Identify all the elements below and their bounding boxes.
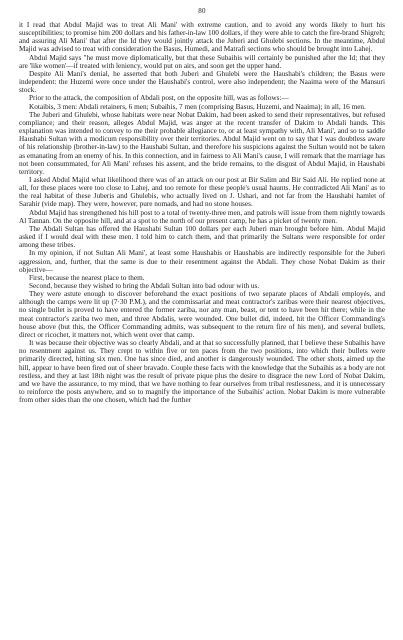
paragraph: It was because their objective was so clearly Abdali, and at that so successfully planned, that I believe these Subaihis have no resentment against us. They crept to within five or ten paces from the two positions, into which their bullets were primarily directed, hitting six men. One has since died, and another is dangerously wounded. The other shots, aimed up the hill, appear to have been fired out of sheer bravado. Couple these facts with the knowledge that the Subaihis as a body are not restless, and they at last 18th night was the result of private pique plus the desire to disgrace the new Lord of Nobat Dakim, and we have the assurance, to my mind, that we have nothing to fear ourselves from tribal restlessness, and it is unnecessary to reinforce the posts anywhere, and so to magnify the importance of the Subaihis' action. Nobat Dakim is more vulnerable from other sides than the one chosen, which had the further bbox=[19, 339, 385, 405]
paragraph: Abdul Majid has strengthened his hill post to a total of twenty-three men, and patrols will issue from them nightly towards Al Tannan. On the opposite hill, and at a spot to the north of our present camp, he has a picket of twenty men. bbox=[19, 208, 385, 225]
paragraph: Prior to the attack, the composition of Abdali post, on the opposite hill, was as follows:— bbox=[29, 94, 289, 103]
paragraph: In my opinion, if not Sultan Ali Mani', at least some Haushabis or Haushabis are indirectly responsible for the Juberi aggression, and, further, that the same is due to their resentment against the Abdali. They chose Nobat Dakim as their objective— bbox=[19, 249, 385, 274]
paragraph: First, because the nearest place to them. bbox=[29, 273, 145, 282]
paragraph: They were astute enough to discover beforehand the exact positions of two separate places of Abdali employés, and although the camps were lit up (7·30 P.M.), and the commissariat and meat contractor's zaribas were their nearest objectives, no single bullet is proved to have entered the former zariba, nor any man, beast, or tent to have been hit there; while in the meat contractor's zariba two men, and three Abdalis, were wounded. One bullet did, indeed, hit the Officer Commanding's house above (but this, the Officer Commanding admits, was subsequent to the return fire of his men), and several bullets, direct or ricochet, it matters not, which went over that camp. bbox=[19, 290, 385, 339]
paragraph: Despite Ali Mani's denial, he asserted that both Juberi and Ghulebi were the Haushabi's children; the Basus were independent: the Huzemi were once under the Haushabi's control, were also independent; the Naaima were of the Mansuri stock. bbox=[19, 69, 385, 95]
body-text bbox=[19, 21, 385, 404]
paragraph: The Abdali Sultan has offered the Haushabi Sultan 100 dollars per each Juberi man brought before him. Abdul Majid asked if I would deal with these men. I told him to catch them, and that primarily the Sultans were responsible for order among these tribes. bbox=[19, 224, 385, 250]
paragraph: Second, because they wished to bring the Abdali Sultan into bad odour with us. bbox=[29, 282, 260, 290]
page-number: 80 bbox=[198, 7, 206, 15]
paragraph: Abdul Majid says "he must move diplomatically, but that these Subaihis will certainly be punished after the Id; that they are 'like women'—if treated with leniency, would put on airs, and soon get the upper hand. bbox=[19, 53, 385, 70]
paragraph: The Juberi and Ghulebi, whose habitats were near Nobat Dakim, had been asked to send their representatives, but refused compliance; and their reason, alleges Abdul Majid, was anger at the recent transfer of Dakim to Abdali hands. This explanation was intended to convey to me their probable allegiance to, or at least sympathy with, Ali Mani', and so to saddle Haushabi Sultan with a modicum responsibility over their territories. Abdul Majid went on to say that I was doubtless aware of his relationship (brother-in-law) to the Haushabi Sultan, and therefore his suspicions against the Sultan would not be taken as emanating from an enemy of his. In this connection, and in fairness to Ali Mani's cause, I will remark that the marriage has not been consummated, for Ali Mani' refuses his assent, and the bride remains, to the disgust of Abdul Majid, in Haushabi territory. bbox=[19, 110, 385, 176]
paragraph: I asked Abdul Majid what likelihood there was of an attack on our post at Bir Salim and Bir Said Ali. He replied none at all, for these places were too close to Lahej, and too remote for these people's usual haunts. He contradicted Ali Mani' as to the real habitat of these Juberis and Ghulebis, who actually lived on J. Ushari, and not far from the Haushabi hamlet of Sarahir (vide map). They were, however, pure nomads, and had no stone houses. bbox=[19, 175, 385, 209]
paragraph: Kotaibis, 3 men: Abdali retainers, 6 men; Subaihis, 7 men (comprising Basus, Huzemi, and Naaima); in all, 16 men. bbox=[29, 102, 366, 111]
paragraph: it I read that Abdul Majid was to treat Ali Mani' with extreme caution, and to avoid any words likely to hurt his susceptibilities; to promise him 200 dollars and his father-in-law 100 dollars, if they were able to catch the fire-brand Shigreh; and assuring Ali Mani' that after the Id they would jointly attack the Juberi and Ghulebi sections. In the meantime, Abdul Majid was advised to treat with consideration the Basus, Humedi, and Matrafi sections who should be brought into Lahej. bbox=[19, 21, 385, 54]
